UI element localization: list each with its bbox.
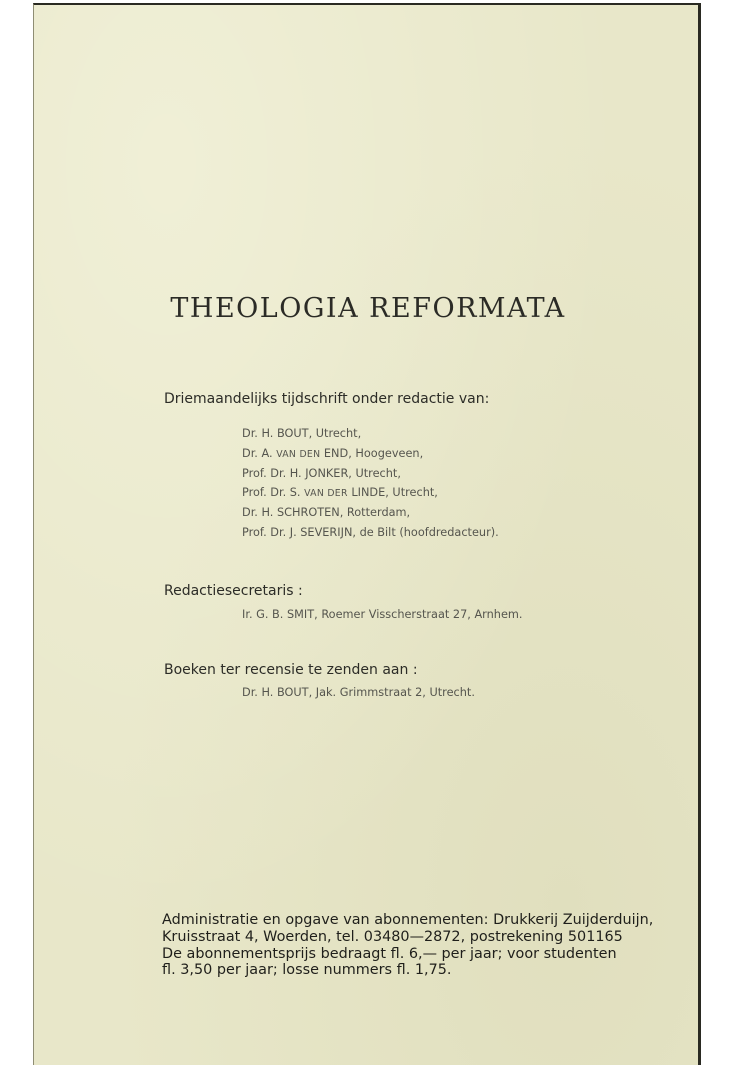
secretary-list [242,605,523,625]
secretary-line: Ir. G. B. SMIT, Roemer Visscherstraat 27, Arnhem. [242,608,523,621]
administration-line: Kruisstraat 4, Woerden, tel. 03480—2872, postrekening 501165 [162,928,623,945]
document-page [33,3,701,1065]
books-list [242,683,475,703]
editor-item: Prof. Dr. J. SEVERIJN, de Bilt (hoofdredacteur). [242,525,499,539]
books-heading: Boeken ter recensie te zenden aan : [164,662,418,678]
editor-item: Dr. A. VAN DEN END, Hoogeveen, [242,446,424,460]
administration-line: fl. 3,50 per jaar; losse nummers fl. 1,75. [162,962,452,979]
editors-heading: Driemaandelijks tijdschrift onder redactie van: [164,391,490,407]
editor-item: Dr. H. BOUT, Utrecht, [242,427,362,440]
administration-line: De abonnementsprijs bedraagt fl. 6,— per jaar; voor studenten [162,945,617,962]
editors-list [242,424,499,543]
administration-line: Administratie en opgave van abonnementen: Drukkerij Zuijderduijn, [162,912,654,928]
secretary-heading: Redactiesecretaris : [164,583,303,599]
editor-item: Prof. Dr. S. VAN DER LINDE, Utrecht, [242,486,438,500]
editor-item: Prof. Dr. H. JONKER, Utrecht, [242,466,401,480]
administration-notice [162,912,654,979]
books-line: Dr. H. BOUT, Jak. Grimmstraat 2, Utrecht. [242,686,475,699]
journal-title: THEOLOGIA REFORMATA [170,293,566,324]
editor-item: Dr. H. SCHROTEN, Rotterdam, [242,506,411,520]
